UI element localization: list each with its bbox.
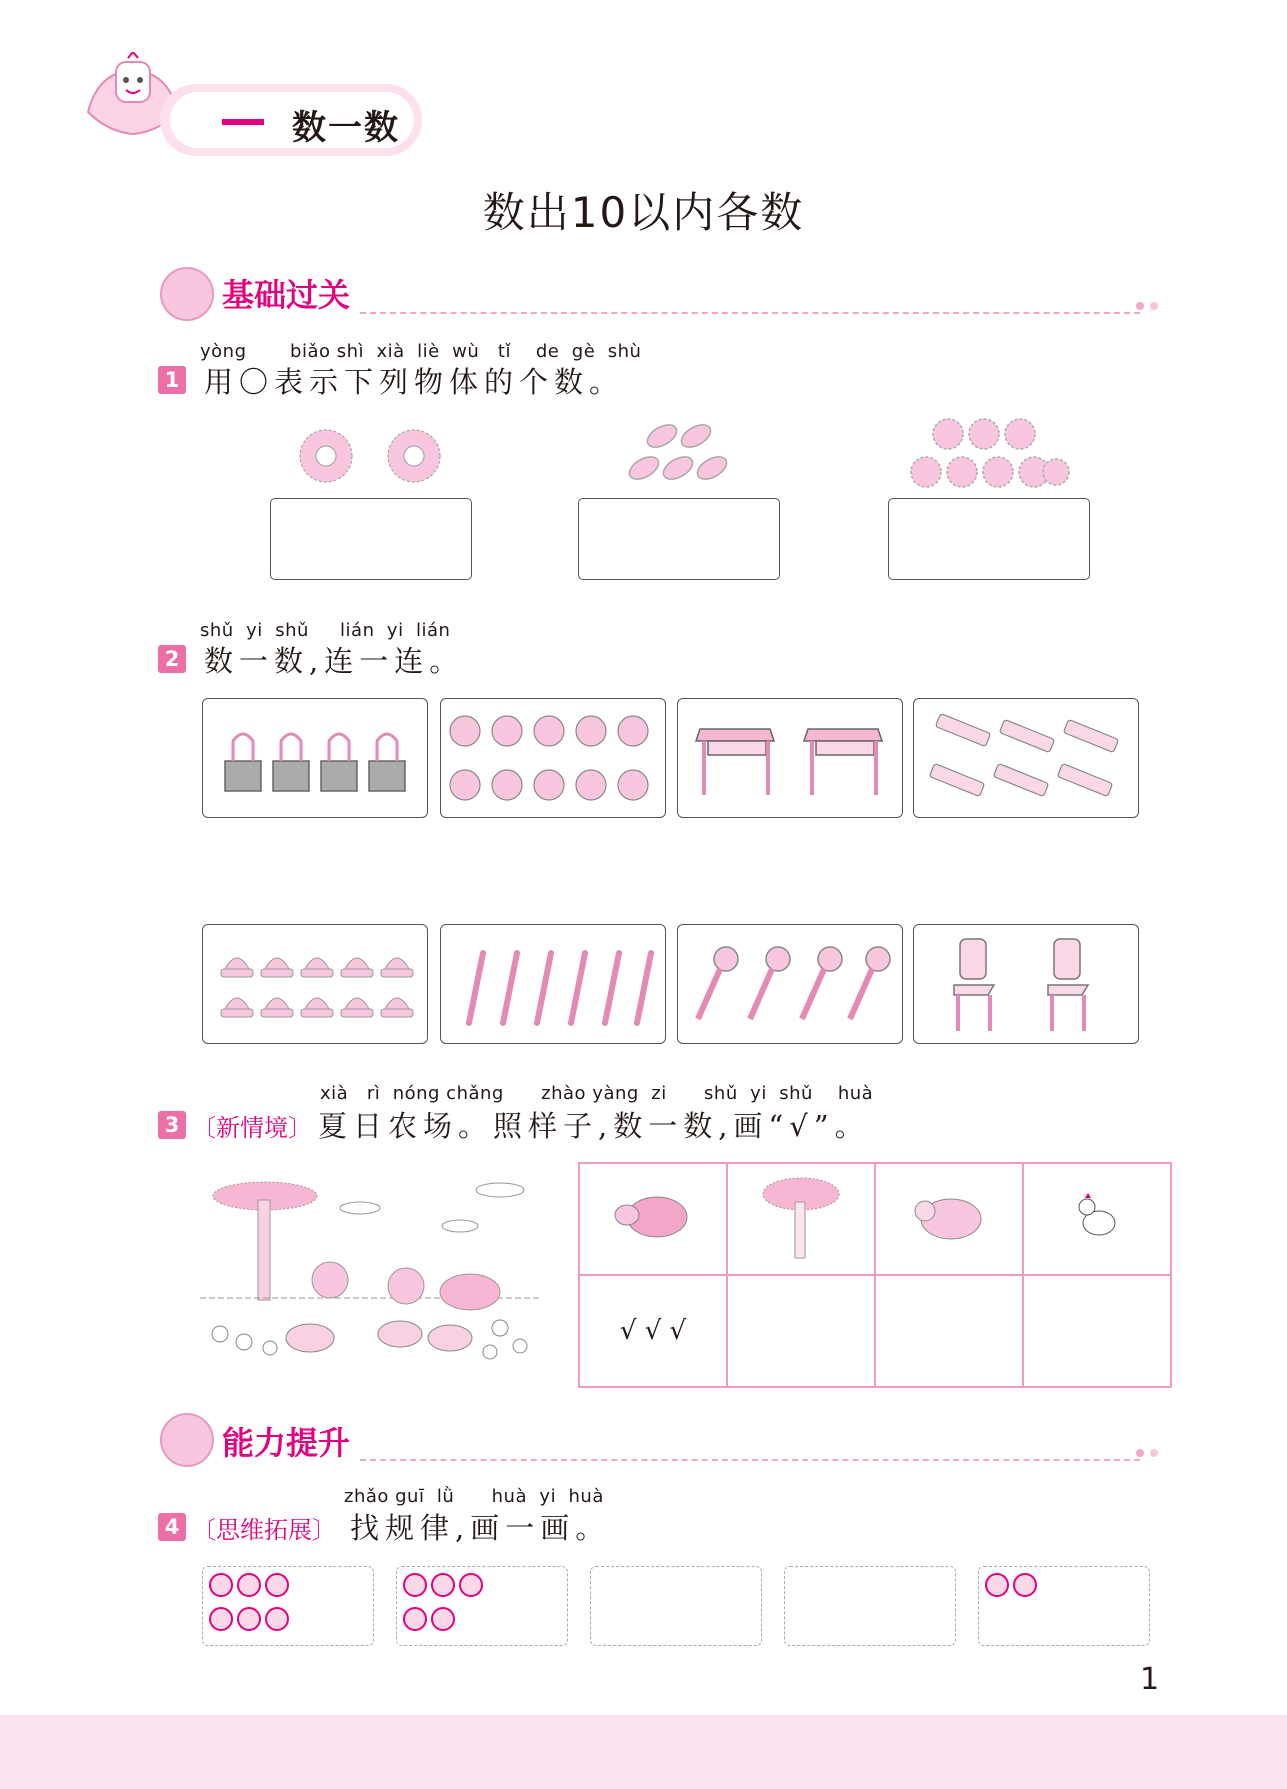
q2-card-chairs[interactable] [913,924,1139,1044]
circle-icon [431,1607,455,1631]
chapter-number-mark [222,119,264,125]
section-monkey-icon [160,1413,214,1467]
table-header-chicken [1023,1163,1171,1275]
sheep-icon [611,1187,695,1247]
chair-group-icon [914,925,1138,1043]
circle-icon [237,1573,261,1597]
q1-pinyin: yòng biǎo shì xià liè wù tǐ de gè shù [200,341,642,362]
section-title-basic: 基础过关 [222,276,351,314]
divider-dots-icon [1134,300,1164,312]
circle-icon [459,1573,483,1597]
circle-icon [431,1573,455,1597]
divider-dots-icon [1134,1447,1164,1459]
pattern-box-3[interactable] [590,1566,762,1646]
q1-answer-box-1[interactable] [270,498,472,580]
circle-icon [209,1573,233,1597]
donut-group-icon [294,428,448,484]
chapter-title: 数一数 [292,108,400,148]
cookie-group-icon [910,416,1070,492]
circle-icon [403,1573,427,1597]
circle-icon [985,1573,1009,1597]
q2-card-toothbrushes[interactable] [440,924,666,1044]
q2-card-cakes[interactable] [202,924,428,1044]
answer-cell-tree[interactable] [727,1275,875,1387]
pig-icon [907,1187,991,1247]
table-header-tree [727,1163,875,1275]
answer-cell-sheep[interactable]: √ √ √ [579,1275,727,1387]
q4-pinyin: zhǎo guī lǜ huà yi huà [344,1486,604,1507]
q2-card-puppies[interactable] [440,698,666,818]
q2-text: 数一数,连一连。 [204,644,465,678]
bread-group-icon [624,416,734,490]
section-divider [360,1459,1140,1461]
cake-group-icon [203,925,427,1043]
circle-icon [403,1607,427,1631]
desk-group-icon [678,699,902,817]
section-girl-icon [160,267,214,321]
q4-text: 找规律,画一画。 [350,1511,611,1545]
pattern-box-2 [396,1566,568,1646]
q4-number: 4 [158,1513,186,1541]
pattern-box-4[interactable] [784,1566,956,1646]
table-header-sheep [579,1163,727,1275]
circle-icon [265,1607,289,1631]
q2-card-bags[interactable] [202,698,428,818]
answer-cell-pig[interactable] [875,1275,1023,1387]
circle-icon [265,1573,289,1597]
q2-pinyin: shǔ yi shǔ lián yi lián [200,620,451,641]
q2-number: 2 [158,645,186,673]
q2-card-desks[interactable] [677,698,903,818]
section-divider [360,312,1140,314]
toothpaste-group-icon [914,699,1138,817]
q3-pinyin: xià rì nóng chǎng zhào yàng zi shǔ yi shǔ huà [320,1083,874,1104]
tree-icon [759,1172,843,1262]
answer-cell-chicken[interactable] [1023,1275,1171,1387]
q1-number: 1 [158,366,186,394]
q4-tag: 〔思维拓展〕 [192,1516,336,1544]
circle-icon [237,1607,261,1631]
table-header-pig [875,1163,1023,1275]
q3-text: 夏日农场。照样子,数一数,画“√”。 [318,1109,870,1143]
circle-icon [209,1607,233,1631]
pattern-box-1 [202,1566,374,1646]
bottom-decoration-band [0,1715,1287,1789]
page-title: 数出10以内各数 [482,188,805,237]
key-group-icon [678,925,902,1043]
toothbrush-group-icon [441,925,665,1043]
circle-icon [1013,1573,1037,1597]
bag-group-icon [203,699,427,817]
q2-card-keys[interactable] [677,924,903,1044]
q1-answer-box-2[interactable] [578,498,780,580]
section-title-advanced: 能力提升 [222,1424,351,1462]
puppy-group-icon [441,699,665,817]
page-number: 1 [1140,1662,1160,1697]
q1-answer-box-3[interactable] [888,498,1090,580]
farm-scene-illustration [200,1170,545,1365]
q1-text: 用〇表示下列物体的个数。 [204,365,625,399]
pattern-box-5 [978,1566,1150,1646]
q3-tag: 〔新情境〕 [192,1114,312,1142]
chicken-icon [1067,1187,1127,1247]
farm-count-table [578,1162,1172,1388]
q2-card-toothpaste[interactable] [913,698,1139,818]
q3-number: 3 [158,1111,186,1139]
